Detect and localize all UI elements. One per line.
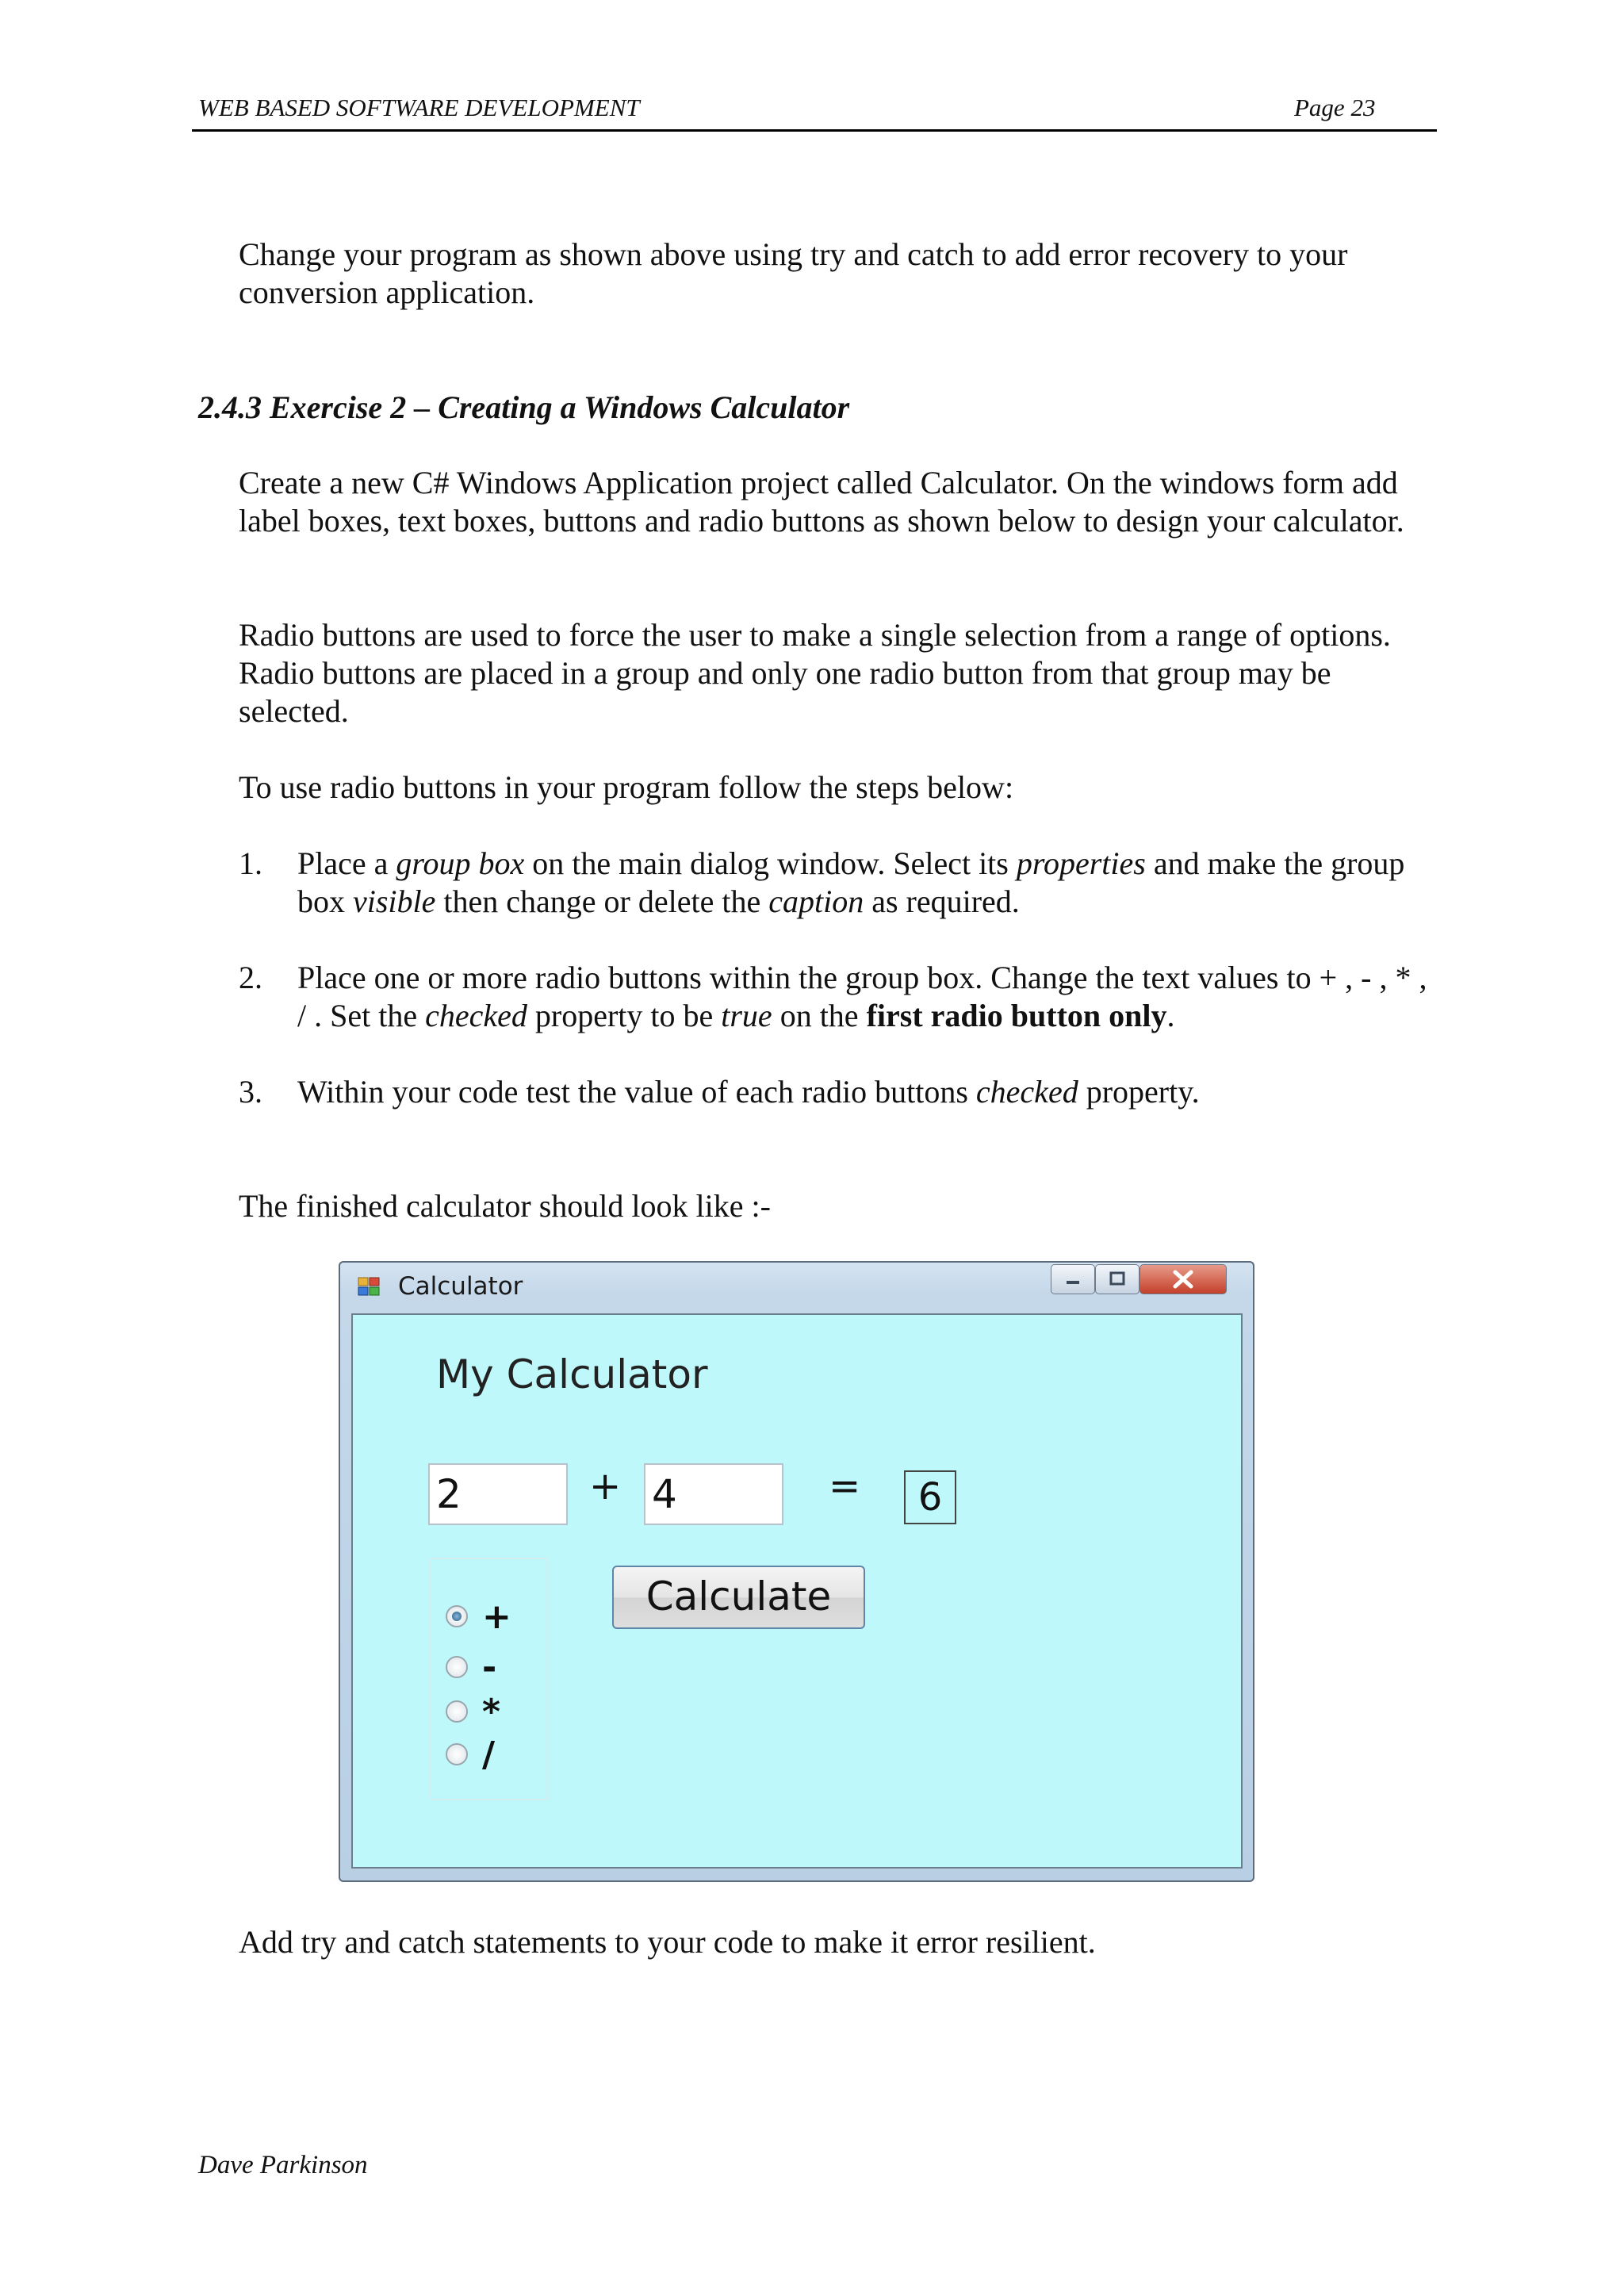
operator-group-box (430, 1558, 549, 1800)
form-client-area (351, 1313, 1243, 1869)
radio-label: + (482, 1596, 511, 1637)
maximize-icon (1096, 1265, 1139, 1294)
step-number: 3. (239, 1074, 262, 1110)
step-text: Within your code test the value of each radio buttons checked property. (297, 1074, 1200, 1110)
header-title: WEB BASED SOFTWARE DEVELOPMENT (198, 94, 640, 121)
step-number: 1. (239, 845, 262, 881)
radio-circle[interactable] (446, 1700, 468, 1723)
window-title: Calculator (398, 1272, 523, 1301)
header-rule (192, 129, 1437, 132)
operand2-input[interactable]: 4 (644, 1463, 783, 1525)
create-paragraph: Create a new C# Windows Application project called Calculator. On the windows form add label boxes, text boxes, buttons and radio buttons as shown below to design your calculator. (239, 465, 1404, 539)
radio-circle[interactable] (446, 1605, 468, 1627)
close-button[interactable] (1139, 1264, 1227, 1294)
radio-circle[interactable] (446, 1743, 468, 1765)
page-number: Page 23 (1294, 94, 1376, 121)
equals-label: = (829, 1464, 861, 1508)
closing-paragraph: Add try and catch statements to your code to make it error resilient. (239, 1924, 1096, 1960)
step-text: Place one or more radio buttons within the group box. Change the text values to + , - , * , / . Set the checked property to be true on the first radio button only. (297, 960, 1427, 1033)
finished-paragraph: The finished calculator should look like :- (239, 1188, 771, 1224)
radio-paragraph: Radio buttons are used to force the user to make a single selection from a range of options. Radio buttons are placed in a group and only one radio button from that group may be selected. (239, 617, 1391, 729)
steps-intro: To use radio buttons in your program follow the steps below: (239, 769, 1014, 805)
maximize-button[interactable] (1095, 1264, 1139, 1294)
step-number: 2. (239, 960, 262, 995)
app-icon (358, 1277, 381, 1297)
operand1-input[interactable]: 2 (428, 1463, 568, 1525)
radio-circle[interactable] (446, 1656, 468, 1678)
step-text: Place a group box on the main dialog window. Select its properties and make the group box visible then change or delete the caption as required. (297, 845, 1405, 919)
footer-author: Dave Parkinson (198, 2151, 368, 2179)
minimize-icon (1051, 1265, 1094, 1294)
radio-label: - (482, 1647, 497, 1688)
minimize-button[interactable] (1051, 1264, 1095, 1294)
radio-label: * (482, 1692, 501, 1732)
close-icon (1140, 1265, 1226, 1294)
intro-paragraph: Change your program as shown above using try and catch to add error recovery to your conversion application. (239, 236, 1348, 310)
result-label: 6 (904, 1470, 956, 1524)
calculate-button[interactable]: Calculate (612, 1566, 865, 1629)
calculator-heading: My Calculator (436, 1351, 708, 1397)
section-heading: 2.4.3 Exercise 2 – Creating a Windows Calculator (198, 389, 850, 425)
radio-label: / (482, 1734, 496, 1775)
operator-label: + (589, 1464, 622, 1508)
calculator-window (339, 1261, 1254, 1882)
